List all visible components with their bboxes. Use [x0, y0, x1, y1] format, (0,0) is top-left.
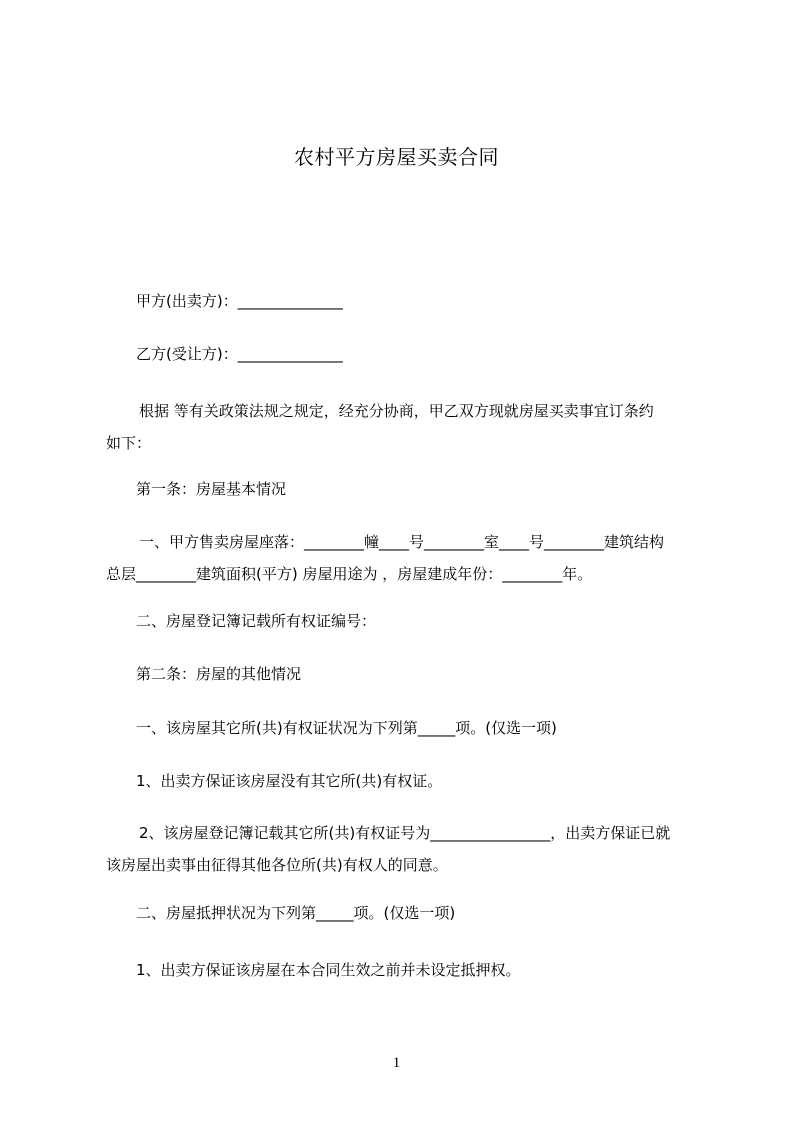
party-b-line: 乙方(受让方)：______________ — [136, 345, 343, 363]
article-1-item-1-line-1: 一、甲方售卖房屋座落：________幢____号________室____号________建筑结构 — [139, 533, 665, 551]
article-1-item-1 — [106, 526, 704, 590]
party-a-line: 甲方(出卖方)：______________ — [136, 292, 343, 310]
intro-line-2: 如下： — [106, 434, 152, 452]
article-2-item-2: 二、房屋抵押状况为下列第_____项。(仅选一项) — [136, 904, 456, 922]
article-2-heading: 第二条：房屋的其他情况 — [136, 665, 302, 683]
document-title: 农村平方房屋买卖合同 — [294, 145, 499, 169]
article-2-item-2-option-1: 1、出卖方保证该房屋在本合同生效之前并未设定抵押权。 — [136, 961, 521, 979]
article-2-item-1-option-2 — [106, 817, 704, 881]
article-2-item-1: 一、该房屋其它所(共)有权证状况为下列第_____项。(仅选一项) — [136, 719, 557, 737]
article-1-item-1-line-2: 总层________建筑面积(平方) 房屋用途为 ，房屋建成年份：________年。 — [106, 565, 593, 583]
intro-line-1: 根据 等有关政策法规之规定，经充分协商，甲乙双方现就房屋买卖事宜订条约 — [139, 402, 654, 420]
page-number: 1 — [392, 1055, 401, 1071]
article-2-item-1-option-2-line-1: 2、该房屋登记簿记载其它所(共)有权证号为________________，出卖方保证已就 — [139, 824, 671, 842]
intro-paragraph — [106, 395, 704, 459]
article-2-item-1-option-1: 1、出卖方保证该房屋没有其它所(共)有权证。 — [136, 772, 443, 790]
article-2-item-1-option-2-line-2: 该房屋出卖事由征得其他各位所(共)有权人的同意。 — [106, 856, 448, 874]
article-1-heading: 第一条：房屋基本情况 — [136, 480, 287, 498]
article-1-item-2: 二、房屋登记簿记载所有权证编号： — [136, 612, 377, 630]
